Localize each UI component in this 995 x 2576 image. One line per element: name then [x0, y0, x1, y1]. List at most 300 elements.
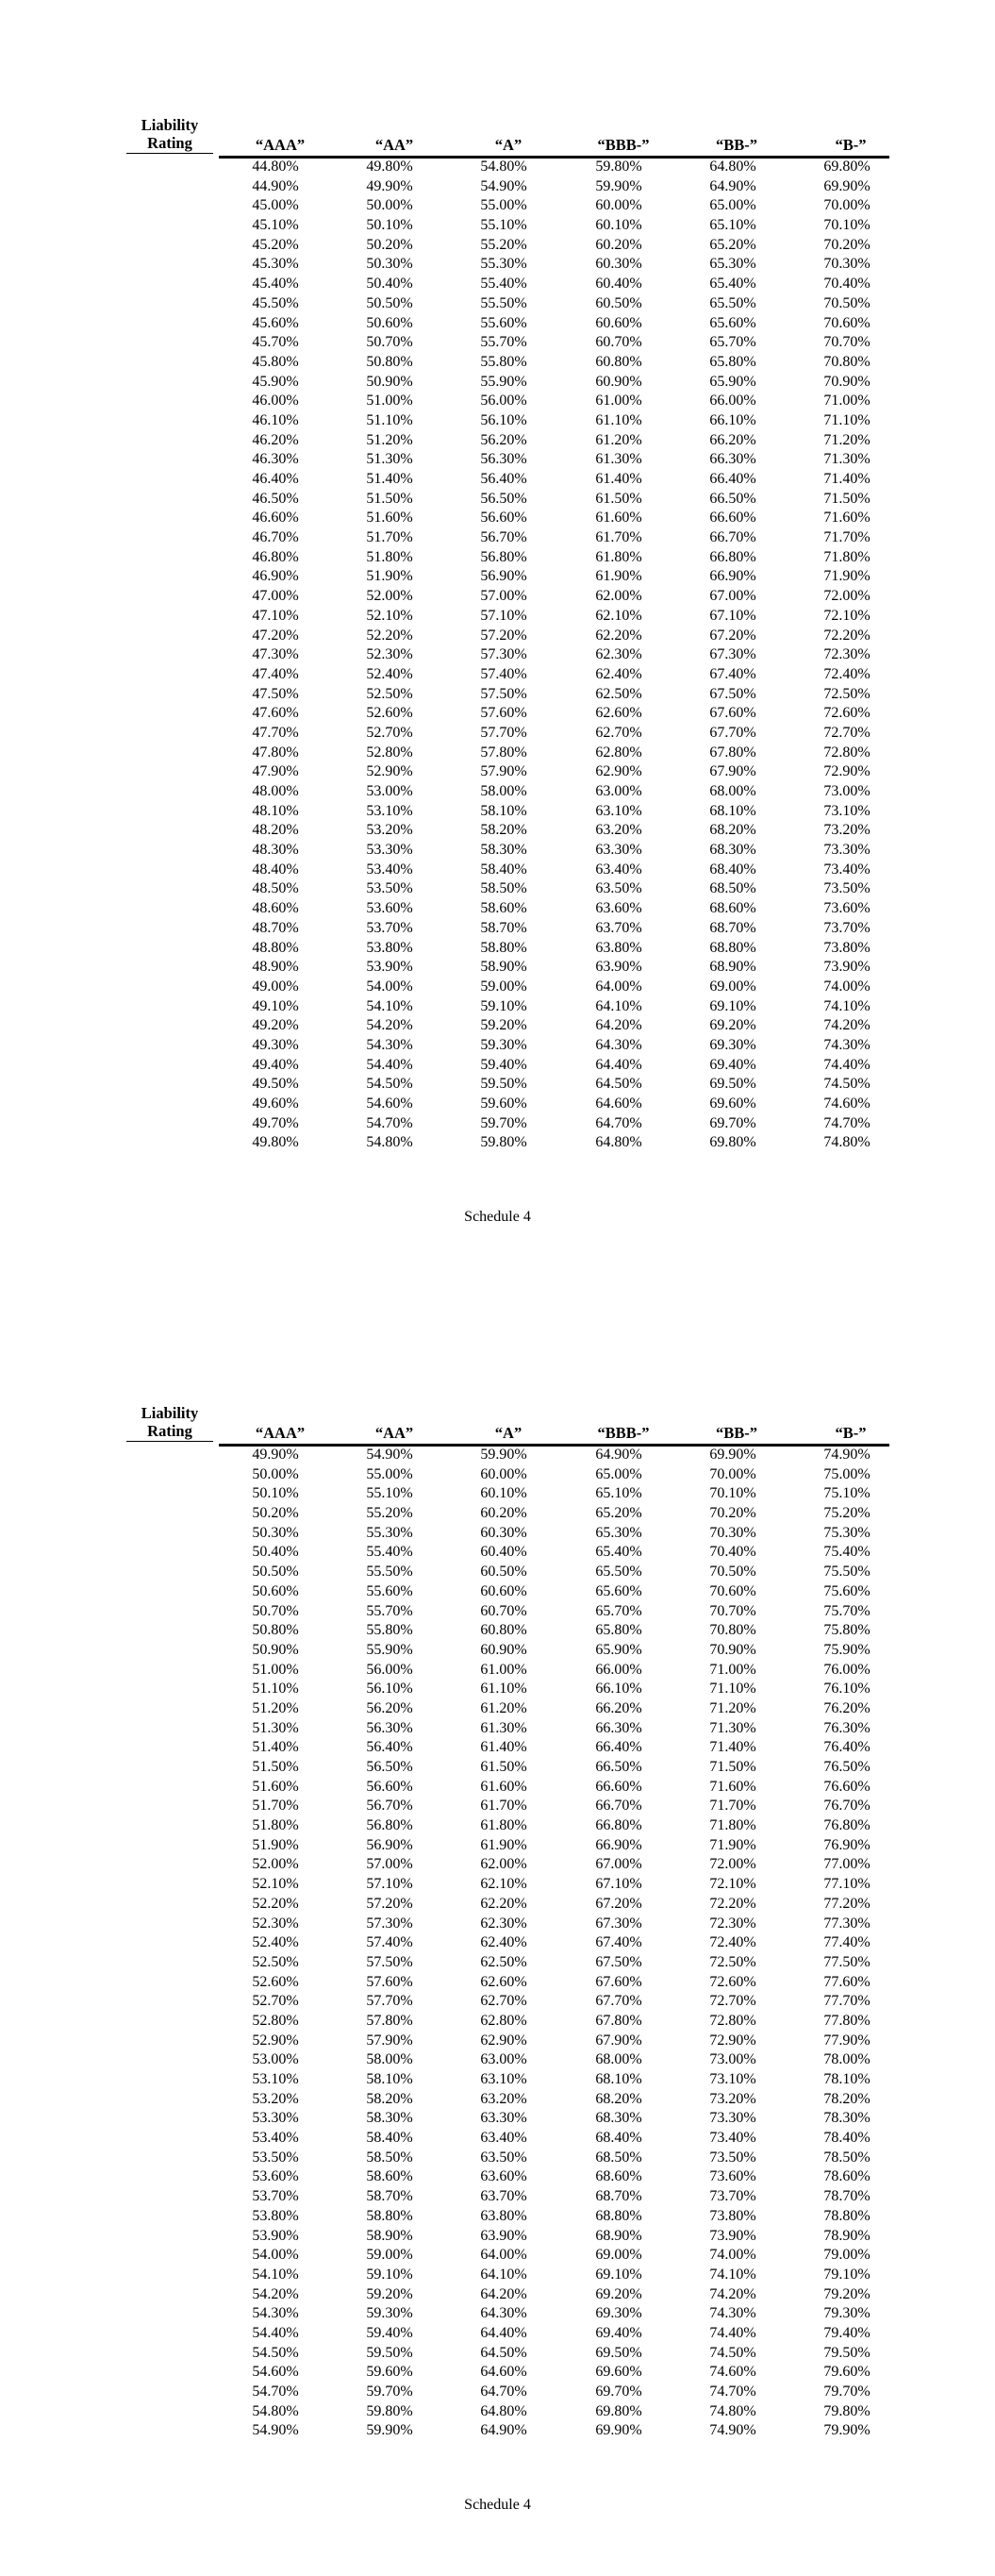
- table-cell: 70.80%: [823, 353, 871, 370]
- table-cell: 44.90%: [252, 177, 299, 194]
- table-cell: 62.40%: [595, 665, 642, 682]
- table-cell: 56.70%: [480, 529, 527, 546]
- table-cell: 68.40%: [709, 861, 756, 878]
- table-cell: 48.80%: [252, 939, 299, 956]
- header-a: “A”: [494, 136, 522, 154]
- table-cell: 59.00%: [366, 2247, 413, 2264]
- table-cell: 68.10%: [709, 802, 756, 819]
- table-cell: 66.60%: [595, 1778, 642, 1795]
- table-cell: 69.90%: [823, 177, 871, 194]
- table-cell: 48.60%: [252, 900, 299, 917]
- table-cell: 63.90%: [480, 2227, 527, 2244]
- table-cell: 55.30%: [480, 256, 527, 273]
- table-cell: 76.40%: [823, 1739, 871, 1756]
- table-cell: 75.50%: [823, 1564, 871, 1581]
- table-cell: 64.40%: [480, 2324, 527, 2341]
- table-cell: 58.20%: [366, 2090, 413, 2107]
- table-cell: 64.70%: [480, 2384, 527, 2400]
- table-cell: 71.00%: [709, 1661, 756, 1678]
- table-cell: 75.90%: [823, 1641, 871, 1658]
- table-cell: 55.00%: [480, 197, 527, 214]
- table-cell: 69.50%: [595, 2344, 642, 2361]
- table-cell: 52.50%: [366, 685, 413, 702]
- table-cell: 59.80%: [366, 2402, 413, 2419]
- table-cell: 53.50%: [366, 880, 413, 897]
- table-cell: 46.60%: [252, 510, 299, 527]
- table-cell: 79.10%: [823, 2266, 871, 2283]
- column-aa: [328, 158, 451, 1153]
- table-cell: 62.60%: [595, 705, 642, 722]
- table-cell: 70.10%: [709, 1485, 756, 1502]
- table-cell: 62.30%: [595, 646, 642, 663]
- table-cell: 53.90%: [366, 959, 413, 976]
- table-cell: 48.50%: [252, 880, 299, 897]
- table-cell: 54.10%: [252, 2266, 299, 2283]
- table-cell: 62.60%: [480, 1973, 527, 1990]
- table-cell: 62.10%: [480, 1876, 527, 1893]
- table-cell: 58.70%: [480, 919, 527, 936]
- table-cell: 74.30%: [709, 2305, 756, 2322]
- table-cell: 57.70%: [366, 1993, 413, 2010]
- table-cell: 73.60%: [823, 900, 871, 917]
- table-cell: 67.00%: [709, 588, 756, 605]
- table-cell: 74.10%: [823, 997, 871, 1014]
- table-cell: 73.10%: [823, 802, 871, 819]
- table-cell: 70.50%: [709, 1564, 756, 1581]
- table-cell: 78.30%: [823, 2110, 871, 2127]
- table-cell: 64.60%: [595, 1096, 642, 1112]
- table-cell: 60.70%: [480, 1602, 527, 1619]
- table-cell: 52.40%: [366, 665, 413, 682]
- table-cell: 70.50%: [823, 294, 871, 311]
- table-cell: 66.00%: [709, 393, 756, 410]
- table-cell: 69.80%: [595, 2402, 642, 2419]
- column-aaa: [214, 158, 337, 1153]
- table-cell: 74.50%: [709, 2344, 756, 2361]
- table-cell: 63.20%: [595, 822, 642, 839]
- table-cell: 62.80%: [480, 2012, 527, 2029]
- table-cell: 57.20%: [480, 627, 527, 644]
- table-cell: 53.90%: [252, 2227, 299, 2244]
- table-cell: 65.80%: [595, 1622, 642, 1639]
- table-cell: 70.30%: [709, 1524, 756, 1541]
- table-cell: 60.80%: [595, 353, 642, 370]
- table-cell: 64.90%: [480, 2422, 527, 2439]
- table-cell: 75.60%: [823, 1582, 871, 1599]
- table-cell: 64.90%: [709, 177, 756, 194]
- table-cell: 68.30%: [709, 842, 756, 859]
- column-bbb-minus: [557, 158, 680, 1153]
- table-cell: 64.00%: [595, 978, 642, 995]
- table-cell: 58.90%: [366, 2227, 413, 2244]
- table-cell: 65.40%: [709, 276, 756, 293]
- table-cell: 62.00%: [595, 588, 642, 605]
- table-cell: 65.50%: [595, 1564, 642, 1581]
- table-cell: 57.10%: [366, 1876, 413, 1893]
- table-cell: 67.50%: [709, 685, 756, 702]
- table-cell: 55.20%: [480, 236, 527, 253]
- table-cell: 55.90%: [480, 373, 527, 390]
- table-cell: 49.50%: [252, 1076, 299, 1093]
- table-cell: 67.40%: [709, 665, 756, 682]
- table-cell: 73.10%: [709, 2071, 756, 2087]
- table-cell: 68.90%: [595, 2227, 642, 2244]
- table-cell: 55.70%: [366, 1602, 413, 1619]
- column-aa: [328, 1446, 451, 2441]
- table-cell: 53.60%: [366, 900, 413, 917]
- table-cell: 59.90%: [595, 177, 642, 194]
- table-cell: 69.10%: [595, 2266, 642, 2283]
- table-cell: 49.40%: [252, 1056, 299, 1073]
- label-underline: [126, 1441, 213, 1442]
- table-cell: 74.80%: [709, 2402, 756, 2419]
- table-cell: 60.40%: [480, 1544, 527, 1561]
- table-cell: 68.80%: [595, 2207, 642, 2224]
- table-cell: 47.10%: [252, 607, 299, 624]
- table-cell: 66.20%: [709, 431, 756, 448]
- table-cell: 70.20%: [823, 236, 871, 253]
- table-cell: 77.30%: [823, 1915, 871, 1932]
- table-cell: 67.90%: [709, 763, 756, 780]
- table-cell: 79.90%: [823, 2422, 871, 2439]
- table-cell: 58.90%: [480, 959, 527, 976]
- table-cell: 74.10%: [709, 2266, 756, 2283]
- table-cell: 71.50%: [709, 1759, 756, 1775]
- table-cell: 66.90%: [709, 568, 756, 585]
- table-cell: 59.30%: [480, 1036, 527, 1053]
- table-cell: 73.70%: [709, 2188, 756, 2205]
- table-cell: 47.00%: [252, 588, 299, 605]
- table-cell: 50.90%: [252, 1641, 299, 1658]
- table-cell: 61.30%: [480, 1719, 527, 1736]
- table-cell: 63.60%: [480, 2168, 527, 2185]
- table-cell: 61.20%: [595, 431, 642, 448]
- table-cell: 73.20%: [823, 822, 871, 839]
- table-cell: 63.20%: [480, 2090, 527, 2107]
- table-cell: 54.90%: [252, 2422, 299, 2439]
- table-cell: 49.70%: [252, 1114, 299, 1131]
- table-cell: 78.70%: [823, 2188, 871, 2205]
- table-cell: 57.20%: [366, 1895, 413, 1912]
- page-footer: Schedule 4: [464, 1209, 531, 1225]
- table-cell: 73.90%: [823, 959, 871, 976]
- table-cell: 51.50%: [366, 490, 413, 507]
- table-cell: 62.00%: [480, 1856, 527, 1873]
- table-cell: 74.50%: [823, 1076, 871, 1093]
- table-cell: 71.20%: [823, 431, 871, 448]
- table-cell: 75.80%: [823, 1622, 871, 1639]
- table-cell: 79.00%: [823, 2247, 871, 2264]
- table-cell: 57.10%: [480, 607, 527, 624]
- table-cell: 69.40%: [709, 1056, 756, 1073]
- table-cell: 69.50%: [709, 1076, 756, 1093]
- table-cell: 52.00%: [366, 588, 413, 605]
- table-cell: 45.20%: [252, 236, 299, 253]
- table-cell: 52.40%: [252, 1934, 299, 1951]
- table-cell: 58.30%: [480, 842, 527, 859]
- table-cell: 64.60%: [480, 2364, 527, 2381]
- table-cell: 65.70%: [595, 1602, 642, 1619]
- table-cell: 73.50%: [823, 880, 871, 897]
- table-cell: 54.80%: [252, 2402, 299, 2419]
- table-cell: 65.90%: [709, 373, 756, 390]
- table-cell: 63.00%: [480, 2051, 527, 2068]
- table-cell: 45.60%: [252, 314, 299, 331]
- table-cell: 66.70%: [595, 1798, 642, 1815]
- table-cell: 62.30%: [480, 1915, 527, 1932]
- table-cell: 61.60%: [480, 1778, 527, 1795]
- table-cell: 50.40%: [252, 1544, 299, 1561]
- table-cell: 55.60%: [366, 1582, 413, 1599]
- table-cell: 74.00%: [823, 978, 871, 995]
- table-cell: 64.40%: [595, 1056, 642, 1073]
- table-cell: 57.70%: [480, 724, 527, 741]
- table-cell: 54.30%: [366, 1036, 413, 1053]
- table-cell: 52.10%: [366, 607, 413, 624]
- table-cell: 56.30%: [480, 451, 527, 468]
- table-cell: 71.70%: [709, 1798, 756, 1815]
- table-cell: 75.70%: [823, 1602, 871, 1619]
- table-cell: 73.00%: [823, 783, 871, 799]
- table-cell: 54.90%: [366, 1447, 413, 1463]
- table-cell: 50.60%: [366, 314, 413, 331]
- table-cell: 67.80%: [595, 2012, 642, 2029]
- table-cell: 50.90%: [366, 373, 413, 390]
- table-cell: 56.30%: [366, 1719, 413, 1736]
- table-cell: 72.60%: [823, 705, 871, 722]
- column-bb-minus: [672, 1446, 794, 2441]
- table-cell: 69.80%: [709, 1134, 756, 1151]
- table-cell: 66.50%: [595, 1759, 642, 1775]
- table-cell: 50.60%: [252, 1582, 299, 1599]
- table-cell: 50.50%: [252, 1564, 299, 1581]
- table-cell: 68.60%: [709, 900, 756, 917]
- table-cell: 61.10%: [595, 411, 642, 428]
- table-cell: 56.50%: [366, 1759, 413, 1775]
- table-cell: 50.40%: [366, 276, 413, 293]
- table-cell: 55.30%: [366, 1524, 413, 1541]
- table-cell: 61.40%: [595, 471, 642, 487]
- table-cell: 76.30%: [823, 1719, 871, 1736]
- table-cell: 65.10%: [709, 217, 756, 234]
- table-cell: 54.70%: [252, 2384, 299, 2400]
- table-cell: 73.30%: [709, 2110, 756, 2127]
- table-cell: 52.70%: [366, 724, 413, 741]
- header-aa: “AA”: [374, 136, 414, 154]
- table-cell: 76.80%: [823, 1817, 871, 1834]
- table-cell: 54.10%: [366, 997, 413, 1014]
- table-cell: 73.50%: [709, 2149, 756, 2166]
- table-cell: 74.70%: [823, 1114, 871, 1131]
- table-cell: 55.80%: [366, 1622, 413, 1639]
- table-cell: 64.30%: [480, 2305, 527, 2322]
- table-cell: 72.90%: [823, 763, 871, 780]
- label-line-1: Liability: [141, 116, 199, 134]
- table-cell: 73.60%: [709, 2168, 756, 2185]
- table-cell: 75.30%: [823, 1524, 871, 1541]
- table-cell: 57.30%: [480, 646, 527, 663]
- table-cell: 79.40%: [823, 2324, 871, 2341]
- table-cell: 60.00%: [595, 197, 642, 214]
- table-cell: 60.50%: [595, 294, 642, 311]
- table-cell: 60.10%: [595, 217, 642, 234]
- table-cell: 70.00%: [823, 197, 871, 214]
- table-cell: 56.60%: [366, 1778, 413, 1795]
- table-cell: 56.10%: [480, 411, 527, 428]
- table-cell: 76.60%: [823, 1778, 871, 1795]
- column-b-minus: [786, 1446, 908, 2441]
- table-cell: 67.10%: [595, 1876, 642, 1893]
- table-cell: 51.00%: [366, 393, 413, 410]
- table-cell: 57.40%: [366, 1934, 413, 1951]
- table-cell: 61.40%: [480, 1739, 527, 1756]
- table-cell: 45.40%: [252, 276, 299, 293]
- label-line-2: Rating: [147, 1422, 192, 1440]
- column-bbb-minus: [557, 1446, 680, 2441]
- table-cell: 70.80%: [709, 1622, 756, 1639]
- table-cell: 66.60%: [709, 510, 756, 527]
- table-cell: 62.70%: [480, 1993, 527, 2010]
- table-cell: 68.70%: [709, 919, 756, 936]
- table-cell: 68.60%: [595, 2168, 642, 2185]
- table-cell: 53.20%: [366, 822, 413, 839]
- table-cell: 72.10%: [709, 1876, 756, 1893]
- table-cell: 57.40%: [480, 665, 527, 682]
- table-cell: 64.00%: [480, 2247, 527, 2264]
- table-cell: 68.80%: [709, 939, 756, 956]
- table-cell: 50.00%: [366, 197, 413, 214]
- table-cell: 58.50%: [480, 880, 527, 897]
- table-cell: 77.10%: [823, 1876, 871, 1893]
- column-bb-minus: [672, 158, 794, 1153]
- table-cell: 64.10%: [480, 2266, 527, 2283]
- table-cell: 50.80%: [366, 353, 413, 370]
- table-cell: 64.20%: [595, 1017, 642, 1034]
- table-cell: 59.20%: [366, 2285, 413, 2302]
- table-cell: 63.40%: [480, 2130, 527, 2147]
- table-cell: 68.00%: [709, 783, 756, 799]
- table-cell: 77.50%: [823, 1953, 871, 1970]
- table-cell: 65.70%: [709, 334, 756, 351]
- table-cell: 72.40%: [823, 665, 871, 682]
- table-cell: 77.90%: [823, 2032, 871, 2049]
- table-cell: 54.80%: [480, 159, 527, 175]
- table-cell: 78.40%: [823, 2130, 871, 2147]
- column-b-minus: [786, 158, 908, 1153]
- table-cell: 57.80%: [366, 2012, 413, 2029]
- table-cell: 52.30%: [252, 1915, 299, 1932]
- table-cell: 56.80%: [366, 1817, 413, 1834]
- table-cell: 56.80%: [480, 548, 527, 565]
- table-cell: 46.00%: [252, 393, 299, 410]
- table-cell: 68.20%: [595, 2090, 642, 2107]
- table-cell: 63.10%: [480, 2071, 527, 2087]
- table-cell: 74.40%: [823, 1056, 871, 1073]
- table-cell: 58.60%: [366, 2168, 413, 2185]
- table-cell: 75.20%: [823, 1505, 871, 1522]
- table-cell: 61.80%: [480, 1817, 527, 1834]
- table-cell: 58.30%: [366, 2110, 413, 2127]
- table-cell: 45.00%: [252, 197, 299, 214]
- table-cell: 65.90%: [595, 1641, 642, 1658]
- table-cell: 60.30%: [480, 1524, 527, 1541]
- table-cell: 48.20%: [252, 822, 299, 839]
- table-cell: 54.60%: [252, 2364, 299, 2381]
- table-cell: 79.60%: [823, 2364, 871, 2381]
- table-cell: 59.60%: [366, 2364, 413, 2381]
- table-cell: 74.30%: [823, 1036, 871, 1053]
- table-cell: 60.00%: [480, 1465, 527, 1482]
- table-cell: 55.90%: [366, 1641, 413, 1658]
- table-cell: 52.70%: [252, 1993, 299, 2010]
- table-cell: 73.00%: [709, 2051, 756, 2068]
- table-cell: 59.40%: [480, 1056, 527, 1073]
- table-cell: 78.90%: [823, 2227, 871, 2244]
- table-cell: 69.10%: [709, 997, 756, 1014]
- table-cell: 53.00%: [252, 2051, 299, 2068]
- table-cell: 68.40%: [595, 2130, 642, 2147]
- table-cell: 68.70%: [595, 2188, 642, 2205]
- table-cell: 67.70%: [595, 1993, 642, 2010]
- table-cell: 60.70%: [595, 334, 642, 351]
- table-cell: 51.40%: [366, 471, 413, 487]
- table-cell: 68.90%: [709, 959, 756, 976]
- table-cell: 57.90%: [480, 763, 527, 780]
- table-cell: 45.50%: [252, 294, 299, 311]
- table-cell: 45.30%: [252, 256, 299, 273]
- table-cell: 58.00%: [366, 2051, 413, 2068]
- table-cell: 57.50%: [480, 685, 527, 702]
- table-cell: 65.80%: [709, 353, 756, 370]
- table-cell: 55.70%: [480, 334, 527, 351]
- header-b-minus: “B-”: [835, 1424, 867, 1442]
- table-cell: 63.30%: [595, 842, 642, 859]
- table-cell: 46.30%: [252, 451, 299, 468]
- table-cell: 59.50%: [480, 1076, 527, 1093]
- table-cell: 58.40%: [480, 861, 527, 878]
- table-cell: 69.90%: [709, 1447, 756, 1463]
- table-cell: 64.80%: [480, 2402, 527, 2419]
- table-cell: 49.90%: [252, 1447, 299, 1463]
- table-cell: 57.90%: [366, 2032, 413, 2049]
- table-cell: 58.50%: [366, 2149, 413, 2166]
- table-cell: 68.50%: [709, 880, 756, 897]
- table-cell: 49.00%: [252, 978, 299, 995]
- table-cell: 60.20%: [595, 236, 642, 253]
- table-cell: 46.10%: [252, 411, 299, 428]
- table-cell: 75.40%: [823, 1544, 871, 1561]
- table-cell: 72.10%: [823, 607, 871, 624]
- table-cell: 63.80%: [595, 939, 642, 956]
- table-cell: 74.40%: [709, 2324, 756, 2341]
- table-cell: 69.30%: [709, 1036, 756, 1053]
- table-cell: 71.10%: [709, 1681, 756, 1698]
- table-cell: 52.30%: [366, 646, 413, 663]
- table-cell: 50.70%: [252, 1602, 299, 1619]
- table-cell: 52.60%: [366, 705, 413, 722]
- table-cell: 53.70%: [366, 919, 413, 936]
- table-cell: 50.10%: [366, 217, 413, 234]
- table-cell: 60.80%: [480, 1622, 527, 1639]
- table-cell: 73.30%: [823, 842, 871, 859]
- table-cell: 60.10%: [480, 1485, 527, 1502]
- table-cell: 71.40%: [823, 471, 871, 487]
- table-cell: 50.50%: [366, 294, 413, 311]
- label-underline: [126, 153, 213, 154]
- table-cell: 74.60%: [709, 2364, 756, 2381]
- table-cell: 73.70%: [823, 919, 871, 936]
- table-cell: 59.10%: [480, 997, 527, 1014]
